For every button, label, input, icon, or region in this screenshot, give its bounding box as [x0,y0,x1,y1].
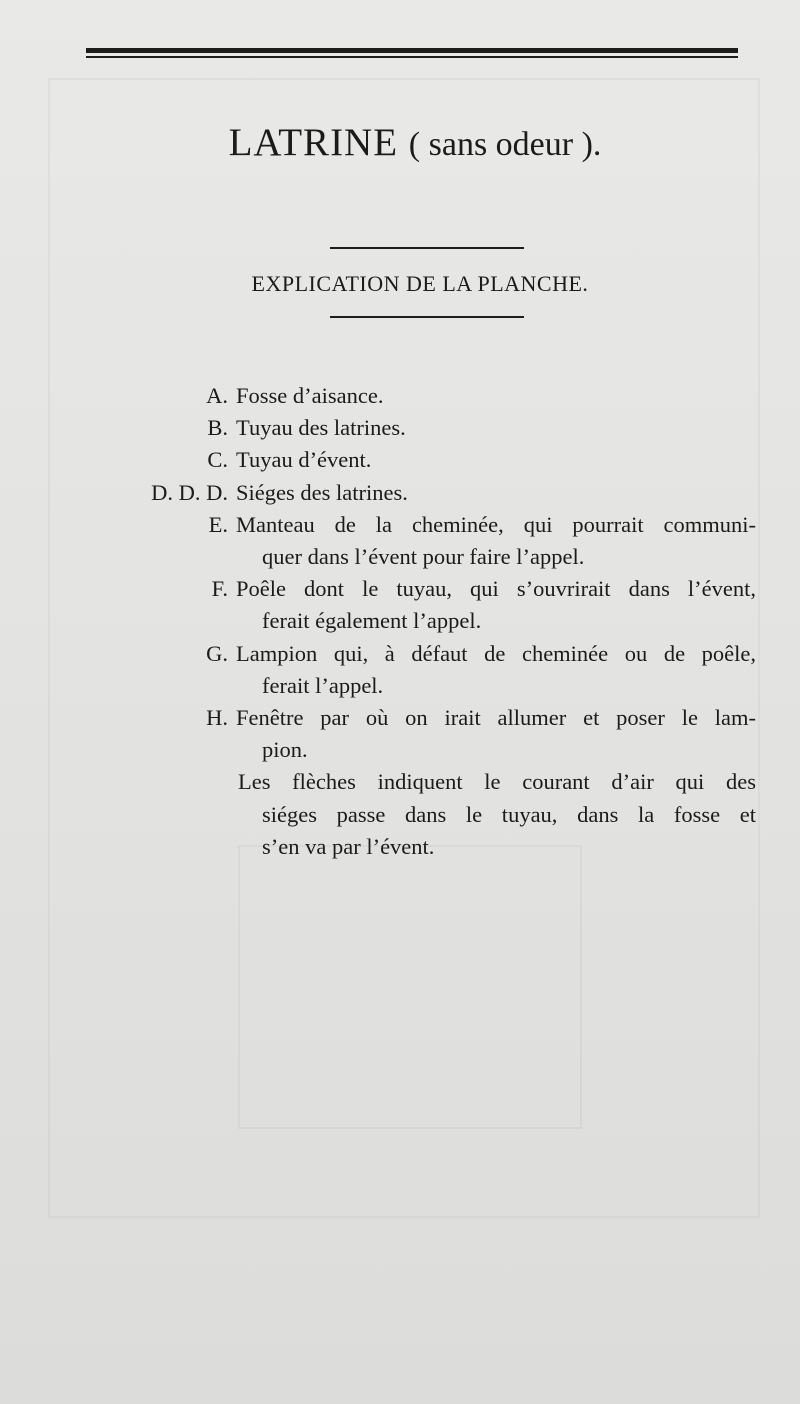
legend-key: A. [206,383,228,408]
rule-above-subtitle [330,247,524,249]
title-sub: ( sans odeur ). [408,126,602,163]
note-line: s’en va par l’évent. [262,833,435,859]
legend-text-line: Poêle dont le tuyau, qui s’ouvrirait dans l’évent, [236,576,756,602]
legend-text-line: ferait l’appel. [262,672,384,698]
legend-text-line: Fosse d’aisance. [236,383,384,408]
legend-key: B. [207,415,228,441]
note-line: siéges passe dans le tuyau, dans la fosse et [262,801,756,827]
legend-text-line: Tuyau d’évent. [236,447,372,473]
page-title [0,120,800,165]
legend-text-line: pion. [262,737,308,763]
legend-text-line: Lampion qui, à défaut de cheminée ou de poêle, [236,640,756,666]
rule-below-subtitle [330,316,524,318]
section-heading: EXPLICATION DE LA PLANCHE. [251,271,589,296]
legend-key: H. [206,705,228,730]
plate-show-through-inner [238,845,582,1129]
note-line: Les flèches indiquent le courant d’air qui des [238,769,756,795]
legend-key: D. D. D. [151,479,228,505]
legend-key: F. [211,576,228,602]
legend-text-line: Siéges des latrines. [236,479,408,505]
legend-text-line: Fenêtre par où on irait allumer et poser le lam- [236,705,756,730]
legend-key: E. [208,511,228,537]
top-double-rule [86,48,738,58]
legend-key: G. [206,640,228,666]
legend-text-line: Manteau de la cheminée, qui pourrait communi- [236,511,756,537]
title-main: LATRINE [228,121,399,164]
legend-text-line: quer dans l’évent pour faire l’appel. [262,544,585,569]
legend-text-line: Tuyau des latrines. [236,415,406,441]
legend-key: C. [207,447,228,473]
legend-text-line: ferait également l’appel. [262,608,482,634]
